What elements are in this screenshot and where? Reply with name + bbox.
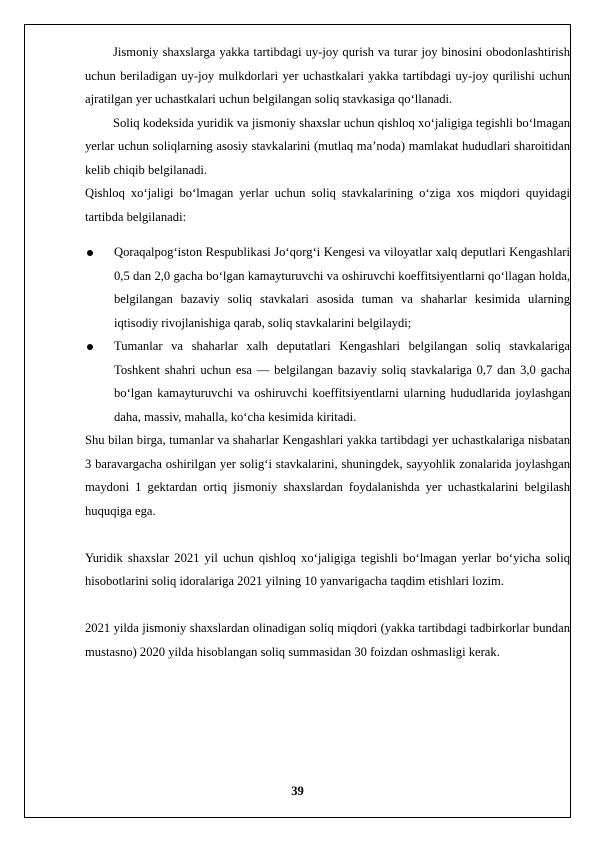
- document-body: [85, 41, 570, 664]
- bullet-icon: [87, 250, 93, 256]
- paragraph: 2021 yilda jismoniy shaxslardan olinadigan soliq miqdori (yakka tartibdagi tadbirkorlar bundan mustasno) 2020 yilda hisoblangan soliq summasidan 30 foizdan oshmasligi kerak.: [85, 621, 570, 659]
- paragraph: Jismoniy shaxslarga yakka tartibdagi uy-joy qurish va turar joy binosini obodonlashtirish uchun beriladigan uy-joy mulkdorlari yer uchastkalari yakka tartibdagi uy-joy qurilishi uchun ajratilgan yer uchastkalari uchun belgilangan soliq stavkasiga qo‘llanadi.: [85, 45, 570, 106]
- list-item: [85, 335, 570, 429]
- page-number: 39: [291, 784, 304, 798]
- paragraph: Yuridik shaxslar 2021 yil uchun qishloq xo‘jaligiga tegishli bo‘lmagan yerlar bo‘yicha soliq hisobotlarini soliq idoralariga 2021 yilning 10 yanvarigacha taqdim etishlari lozim.: [85, 550, 570, 588]
- list-item: [85, 241, 570, 335]
- bullet-icon: [87, 344, 93, 350]
- paragraph: Qishloq xo‘jaligi bo‘lmagan yerlar uchun soliq stavkalarining o‘ziga xos miqdori quyidagi tartibda belgilanadi:: [85, 186, 570, 224]
- spacer: [85, 523, 570, 547]
- paragraph: Soliq kodeksida yuridik va jismoniy shaxslar uchun qishloq xo‘jaligiga tegishli bo‘lmagan yerlar uchun soliqlarning asosiy stavkalarini (mutlaq ma’noda) mamlakat hududlari sharoitidan kelib chiqib belgilanadi.: [85, 115, 570, 177]
- list-item-text: Qoraqalpog‘iston Respublikasi Jo‘qorg‘i Kengesi va viloyatlar xalq deputlari Kengashlari 0,5 dan 2,0 gacha bo‘lgan kamayturuvchi va oshiruvchi koeffitsiyentlarni qo‘llagan holda, belgilangan bazaviy soliq stavkalari asosida tuman va shaharlar kesimida ularning iqtisodiy rivojlanishiga qarab, soliq stavkalarini belgilaydi;: [114, 245, 570, 330]
- list-item-text: Tumanlar va shaharlar xalh deputatlari Kengashlari belgilangan soliq stavkalariga Toshkent shahri uchun esa — belgilangan bazaviy soliq stavkalariga 0,7 dan 3,0 gacha bo‘lgan kamayturuvchi va oshiruvchi koeffitsiyentlarni ularning hududlarida joylashgan daha, massiv, mahalla, ko‘cha kesimida kiritadi.: [114, 339, 570, 424]
- paragraph: Shu bilan birga, tumanlar va shaharlar Kengashlari yakka tartibdagi yer uchastkalariga nisbatan 3 baravargacha oshirilgan yer solig‘i stavkalarini, shuningdek, sayyohlik zonalarida joylashgan maydoni 1 gektardan ortiq jismoniy shaxslardan foydalanishda yer uchastkalarini belgilash huquqiga ega.: [85, 433, 570, 518]
- bullet-list: [85, 241, 570, 429]
- spacer: [85, 594, 570, 618]
